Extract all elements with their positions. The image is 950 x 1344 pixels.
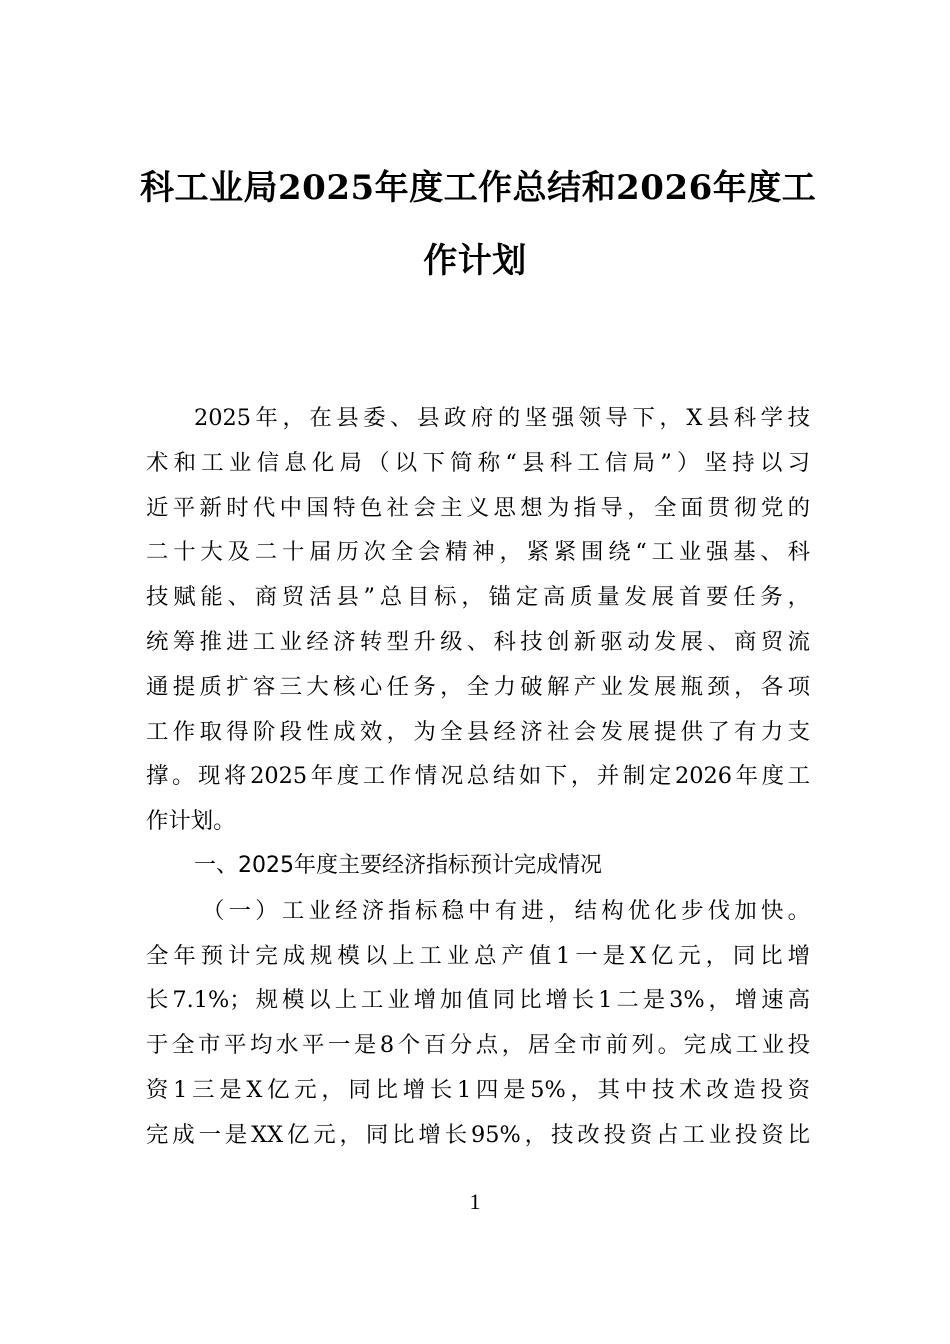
intro-paragraph-line: 技赋能、商贸活县”总目标，锚定高质量发展首要任务， bbox=[146, 584, 810, 611]
document-title-line-2: 作计划 bbox=[423, 241, 527, 281]
subsection-paragraph-line: 完成一是XX亿元，同比增长95%，技改投资占工业投资比 bbox=[146, 1121, 810, 1148]
subsection-paragraph-line: 长7.1%；规模以上工业增加值同比增长1二是3%，增速高 bbox=[146, 987, 810, 1014]
subsection-heading: （一）工业经济指标稳中有进，结构优化步伐加快。 bbox=[202, 897, 810, 924]
subsection-paragraph-line: 资1三是X亿元，同比增长1四是5%，其中技术改造投资 bbox=[146, 1076, 810, 1103]
intro-paragraph-line: 2025年，在县委、县政府的坚强领导下，X县科学技 bbox=[194, 405, 810, 431]
section-heading: 一、2025年度主要经济指标预计完成情况 bbox=[194, 852, 602, 878]
intro-paragraph-line: 工作取得阶段性成效，为全县经济社会发展提供了有力支 bbox=[146, 718, 810, 745]
subsection-paragraph-line: 全年预计完成规模以上工业总产值1一是X亿元，同比增 bbox=[146, 942, 810, 969]
subsection-paragraph-line: 于全市平均水平一是8个百分点，居全市前列。完成工业投 bbox=[146, 1032, 810, 1059]
intro-paragraph-line: 术和工业信息化局（以下简称“县科工信局”）坚持以习 bbox=[146, 449, 810, 476]
intro-paragraph-line: 二十大及二十届历次全会精神，紧紧围绕“工业强基、科 bbox=[146, 539, 810, 566]
intro-paragraph-line: 作计划。 bbox=[146, 808, 236, 835]
intro-paragraph-line: 近平新时代中国特色社会主义思想为指导，全面贯彻党的 bbox=[146, 494, 810, 521]
intro-paragraph-line: 统筹推进工业经济转型升级、科技创新驱动发展、商贸流 bbox=[146, 628, 810, 655]
document-body bbox=[146, 396, 810, 1158]
intro-paragraph-line: 撑。现将2025年度工作情况总结如下，并制定2026年度工 bbox=[146, 763, 810, 790]
document-title-line-1: 科工业局2025年度工作总结和2026年度工 bbox=[140, 168, 817, 208]
page-number: 1 bbox=[469, 1189, 481, 1214]
intro-paragraph-line: 通提质扩容三大核心任务，全力破解产业发展瓶颈，各项 bbox=[146, 673, 810, 700]
